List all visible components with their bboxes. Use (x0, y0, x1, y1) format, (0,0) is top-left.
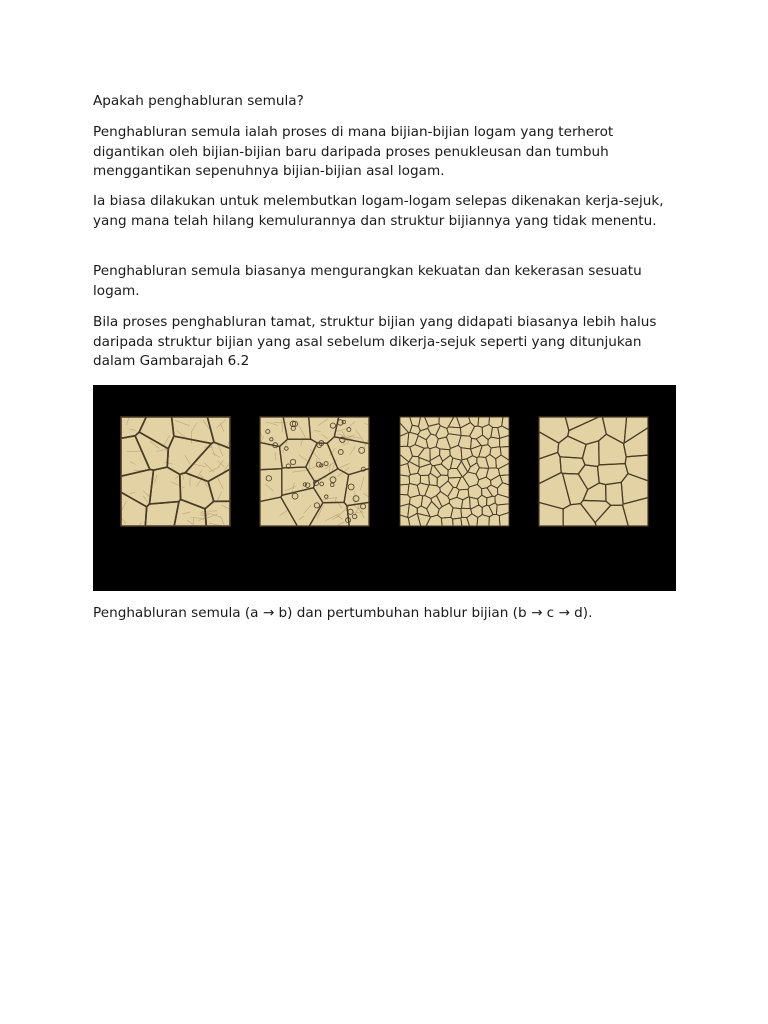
panel-a (121, 417, 230, 526)
paragraph-result: Bila proses penghabluran tamat, struktur bijian yang didapati biasanya lebih halus daripada struktur bijian yang asal sebelum dikerja-sejuk seperti yang ditunjukan dalam Gambarajah 6.2 (93, 314, 657, 369)
grain-structure-figure (93, 385, 676, 591)
paragraph-effect: Penghabluran semula biasanya mengurangkan kekuatan dan kekerasan sesuatu logam. (93, 263, 642, 299)
panel-b-background (260, 417, 369, 526)
panel-d-background (539, 417, 648, 526)
paragraph-purpose: Ia biasa dilakukan untuk melembutkan logam-logam selepas dikenakan kerja-sejuk, yang mana telah hilang kemulurannya dan struktur bijiannya yang tidak menentu. (93, 193, 664, 229)
panel-c (400, 417, 509, 526)
paragraph-definition: Penghabluran semula ialah proses di mana bijian-bijian logam yang terherot digantikan oleh bijian-bijian baru daripada proses penukleusan dan tumbuh menggantikan sepenuhnya bijian-bijian asal logam. (93, 124, 614, 179)
panel-b (260, 417, 369, 526)
panel-d (539, 417, 648, 526)
grain-structure-svg (93, 385, 676, 591)
panel-c-background (400, 417, 509, 526)
question-heading: Apakah penghabluran semula? (93, 93, 304, 109)
figure-caption: Penghabluran semula (a → b) dan pertumbuhan hablur bijian (b → c → d). (93, 605, 593, 621)
